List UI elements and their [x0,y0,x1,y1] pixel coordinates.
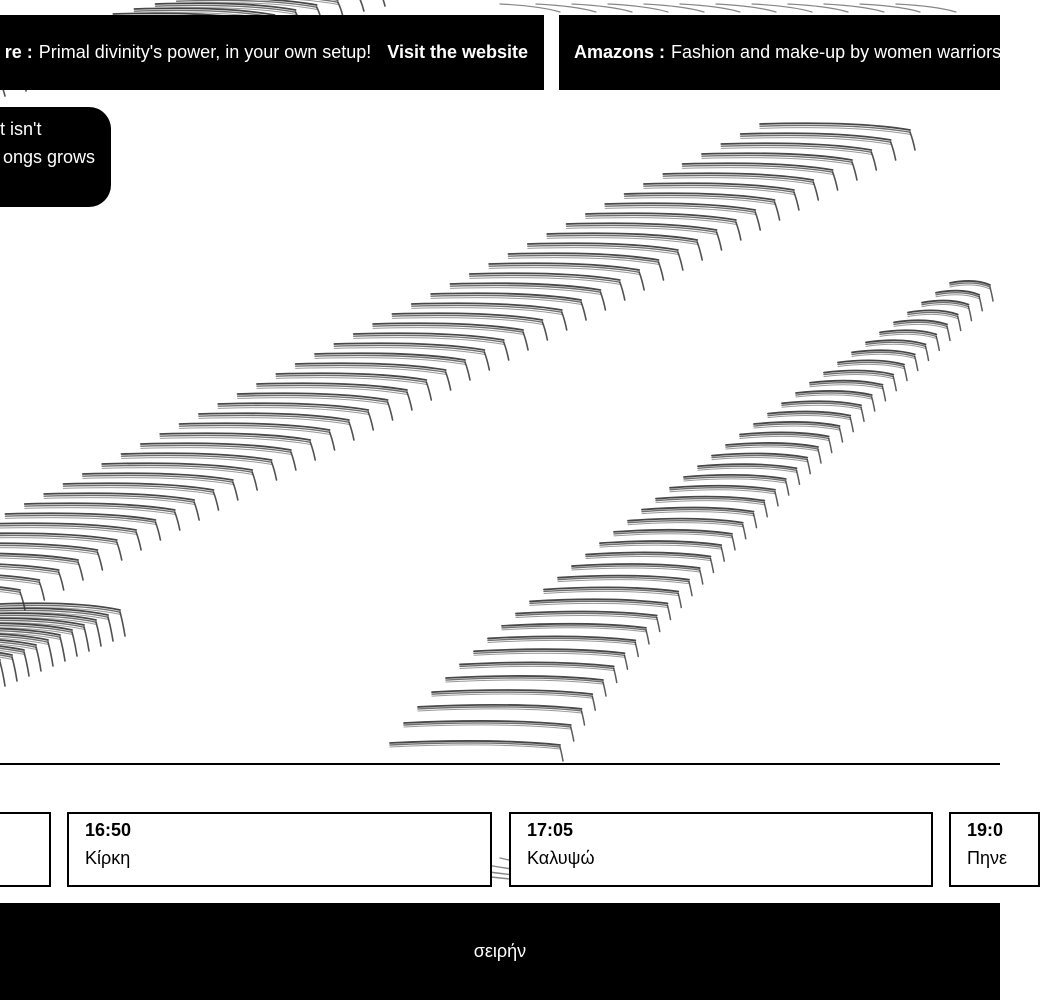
visit-website-link[interactable]: Visit the website [387,42,528,62]
schedule-strip [0,812,1008,888]
speech-line: t isn't [0,119,42,139]
slot-name: Πηνε [967,848,1008,868]
schedule-slot[interactable] [0,812,51,887]
speech-bubble [0,107,111,207]
schedule-slot[interactable] [509,812,933,887]
ad-brand-right: Amazons : [574,42,666,62]
ad-brand-left: re : [4,42,33,62]
ad-text-left: Primal divinity's power, in your own setup! [38,42,372,62]
scene-divider [0,763,1000,765]
slot-time: 17:05 [527,820,574,840]
slot-name: Κίρκη [85,848,131,868]
speech-line: ongs grows [2,147,95,167]
ad-banner-left[interactable] [0,15,544,90]
slot-name: Καλυψώ [527,848,595,868]
footer-bar [0,903,1000,1000]
ad-banner-right[interactable] [559,15,1000,90]
slot-time: 16:50 [85,820,132,840]
schedule-slot[interactable] [67,812,492,887]
ad-text-right: Fashion and make-up by women warriors [671,42,1002,62]
footer-label[interactable]: σειρήν [473,941,527,961]
slot-time: 19:0 [967,820,1004,840]
schedule-slot[interactable] [949,812,1040,887]
